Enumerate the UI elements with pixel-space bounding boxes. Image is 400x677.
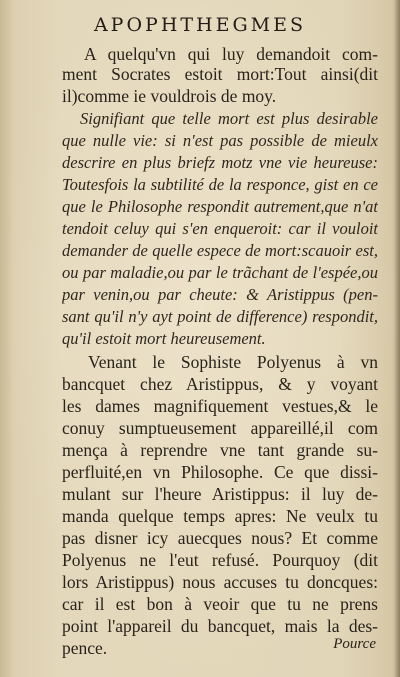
text-line: pas disner icy auecques nous? Et comme xyxy=(62,528,378,548)
text-line: Toutesfois la subtilité de la responce, gist en ce xyxy=(62,175,378,194)
text-line: qu'il estoit mort heureusement. xyxy=(62,329,266,348)
text-line: point l'appareil du bancquet, mais la des- xyxy=(62,616,378,636)
page-edge-shadow xyxy=(394,0,400,677)
text-line: demander de quelle espece de mort:scauoir est, xyxy=(62,241,378,260)
text-line: sant qu'il n'y ayt point de difference) respondit, xyxy=(62,307,378,326)
text-line: A quelqu'vn qui luy demandoit com- xyxy=(84,44,378,64)
text-line: mença à reprendre vne tant grande su- xyxy=(62,440,378,460)
text-line: conuy sumptueusement appareillé,il com xyxy=(62,418,378,438)
text-line: lors Aristippus) nous accuses tu doncques: xyxy=(62,572,378,592)
text-line: perfluité,en vn Philosophe. Ce que dissi- xyxy=(62,462,378,482)
text-line: Venant le Sophiste Polyenus à vn xyxy=(88,352,378,372)
text-line: il)comme ie vouldrois de moy. xyxy=(62,86,277,106)
text-line: mulant sur l'heure Aristippus: il luy de- xyxy=(62,484,378,504)
text-line: ment Socrates estoit mort:Tout ainsi(dit xyxy=(62,64,378,84)
text-line: car il est bon à veoir que tu ne prens xyxy=(62,594,378,614)
text-line: par venin,ou par cheute: & Aristippus (pen- xyxy=(62,285,378,304)
catchword: Pource xyxy=(333,636,376,652)
text-line: descrire en plus briefz motz vne vie heureuse: xyxy=(62,153,378,172)
text-line: pence. xyxy=(62,638,108,658)
text-line: tendoit celuy qui s'en enqueroit: car il vouloit xyxy=(62,219,378,238)
text-line: manda quelque temps apres: Ne veulx tu xyxy=(62,506,378,526)
text-line: Signifiant que telle mort est plus desirable xyxy=(80,109,378,128)
text-line: bancquet chez Aristippus, & y voyant xyxy=(62,374,378,394)
text-line: les dames magnifiquement vestues,& le xyxy=(62,396,378,416)
running-title: APOPHTHEGMES xyxy=(93,14,307,36)
text-line: Polyenus ne l'eut refusé. Pourquoy (dit xyxy=(62,550,378,570)
text-line: que le Philosophe respondit autrement,que n'at xyxy=(62,197,378,216)
text-line: que nulle vie: si n'est pas possible de mieulx xyxy=(62,131,378,150)
text-line: ou par maladie,ou par le trãchant de l'espée,ou xyxy=(62,263,378,282)
